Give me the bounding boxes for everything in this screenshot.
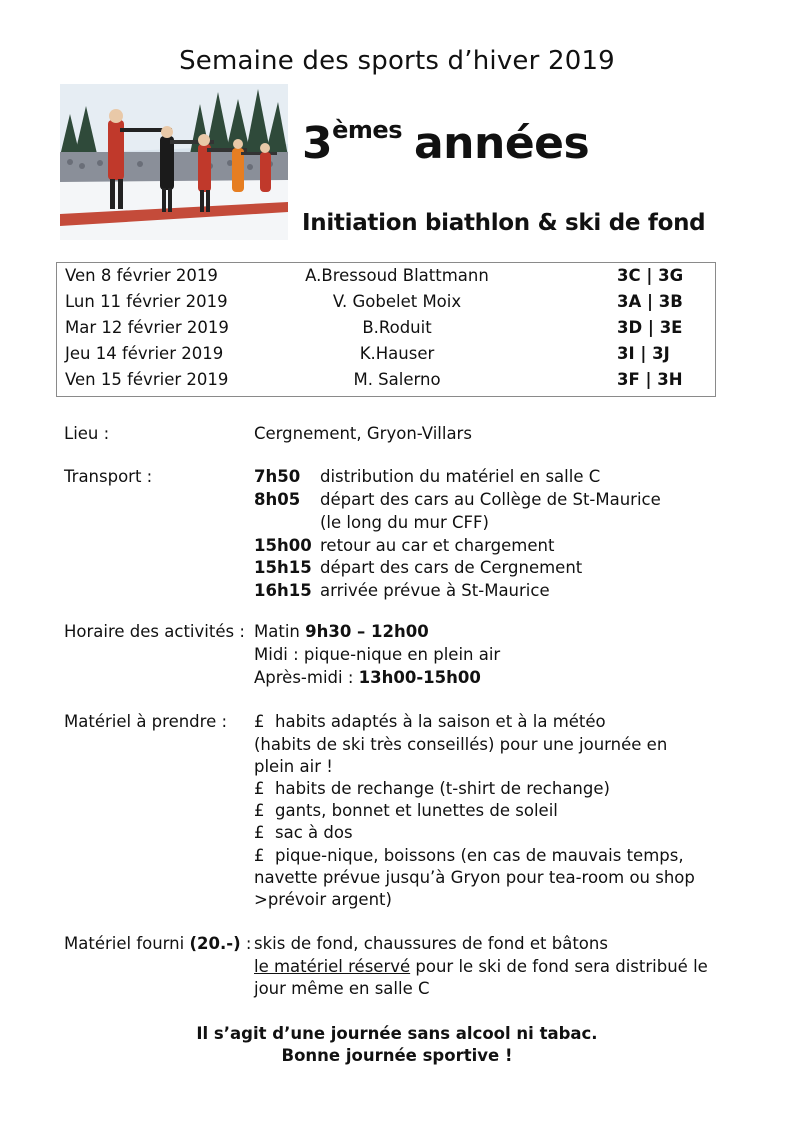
materiel-text: gants, bonnet et lunettes de soleil <box>275 801 558 820</box>
transport-time: 7h50 <box>254 467 301 486</box>
heading-superscript: èmes <box>332 116 402 144</box>
schedule-teacher: M. Salerno <box>353 370 441 389</box>
schedule-row <box>57 263 715 289</box>
fourni-rest: pour le ski de fond sera distribué le <box>410 957 708 976</box>
footer-greeting: Bonne journée sportive ! <box>281 1046 513 1065</box>
transport-time: 16h15 <box>254 581 312 600</box>
schedule-teacher: V. Gobelet Moix <box>332 292 462 311</box>
schedule-teacher: A.Bressoud Blattmann <box>305 266 489 285</box>
checkbox-bullet-icon: £ <box>254 779 265 798</box>
fourni-line <box>254 957 708 976</box>
schedule-teacher: B.Roduit <box>362 318 432 337</box>
checkbox-bullet-icon: £ <box>254 846 265 865</box>
materiel-text: habits de rechange (t-shirt de rechange) <box>275 779 610 798</box>
transport-time: 8h05 <box>254 490 301 509</box>
schedule-date: Ven 8 février 2019 <box>65 266 218 285</box>
schedule-classes: 3C | 3G <box>617 266 684 285</box>
schedule-row <box>57 289 715 315</box>
schedule-classes: 3F | 3H <box>617 370 683 389</box>
schedule-classes: 3I | 3J <box>617 344 670 363</box>
materiel-label: Matériel à prendre : <box>64 712 228 731</box>
fourni-label-suffix: : <box>240 934 252 953</box>
checkbox-bullet-icon: £ <box>254 712 265 731</box>
schedule-date: Ven 15 février 2019 <box>65 370 229 389</box>
transport-desc-continued: (le long du mur CFF) <box>320 513 489 532</box>
transport-desc: retour au car et chargement <box>320 536 555 555</box>
materiel-item <box>254 846 684 865</box>
materiel-text: pique-nique, boissons (en cas de mauvais temps, <box>275 846 684 865</box>
schedule-date: Jeu 14 février 2019 <box>65 344 224 363</box>
schedule-date: Lun 11 février 2019 <box>65 292 228 311</box>
materiel-text: habits adaptés à la saison et à la météo <box>275 712 606 731</box>
horaire-matin-prefix: Matin <box>254 622 306 641</box>
page-title: Semaine des sports d’hiver 2019 <box>179 46 615 76</box>
footer-notice: Il s’agit d’une journée sans alcool ni tabac. <box>196 1024 598 1043</box>
transport-desc: départ des cars au Collège de St-Maurice <box>320 490 661 509</box>
lieu-label: Lieu : <box>64 424 110 443</box>
schedule-teacher: K.Hauser <box>359 344 435 363</box>
materiel-item <box>254 712 606 731</box>
fourni-label-prefix: Matériel fourni <box>64 934 190 953</box>
materiel-item <box>254 823 353 842</box>
schedule-table <box>56 262 716 397</box>
horaire-apres-midi <box>254 668 481 687</box>
horaire-matin <box>254 622 429 641</box>
checkbox-bullet-icon: £ <box>254 823 265 842</box>
materiel-text: sac à dos <box>275 823 353 842</box>
materiel-text-continued: plein air ! <box>254 757 333 776</box>
transport-desc: arrivée prévue à St-Maurice <box>320 581 550 600</box>
transport-desc: départ des cars de Cergnement <box>320 558 583 577</box>
materiel-item <box>254 801 558 820</box>
fourni-line: jour même en salle C <box>254 979 430 998</box>
fourni-label <box>64 934 251 953</box>
heading-number: 3 <box>302 118 333 169</box>
schedule-row <box>57 367 715 393</box>
horaire-apres-time: 13h00-15h00 <box>358 668 481 687</box>
fourni-line: skis de fond, chaussures de fond et bâtons <box>254 934 608 953</box>
activity-subheading: Initiation biathlon & ski de fond <box>302 210 706 236</box>
materiel-item <box>254 779 610 798</box>
transport-desc: distribution du matériel en salle C <box>320 467 601 486</box>
transport-time: 15h00 <box>254 536 312 555</box>
class-level-heading <box>302 118 589 169</box>
horaire-midi: Midi : pique-nique en plein air <box>254 645 501 664</box>
schedule-classes: 3D | 3E <box>617 318 683 337</box>
transport-time: 15h15 <box>254 558 312 577</box>
biathlon-photo <box>60 84 288 240</box>
schedule-classes: 3A | 3B <box>617 292 683 311</box>
checkbox-bullet-icon: £ <box>254 801 265 820</box>
horaire-apres-prefix: Après-midi : <box>254 668 359 687</box>
horaire-matin-time: 9h30 – 12h00 <box>305 622 429 641</box>
lieu-value: Cergnement, Gryon-Villars <box>254 424 472 443</box>
transport-label: Transport : <box>64 467 153 486</box>
heading-word: années <box>413 118 590 169</box>
horaire-label: Horaire des activités : <box>64 622 245 641</box>
schedule-row <box>57 315 715 341</box>
schedule-row <box>57 341 715 367</box>
materiel-text-continued: navette prévue jusqu’à Gryon pour tea-room ou shop <box>254 868 695 887</box>
fourni-underlined: le matériel réservé <box>254 957 411 976</box>
materiel-text-continued: (habits de ski très conseillés) pour une journée en <box>254 735 668 754</box>
materiel-text-continued: >prévoir argent) <box>254 890 392 909</box>
schedule-date: Mar 12 février 2019 <box>65 318 229 337</box>
fourni-price: (20.-) <box>189 934 241 953</box>
